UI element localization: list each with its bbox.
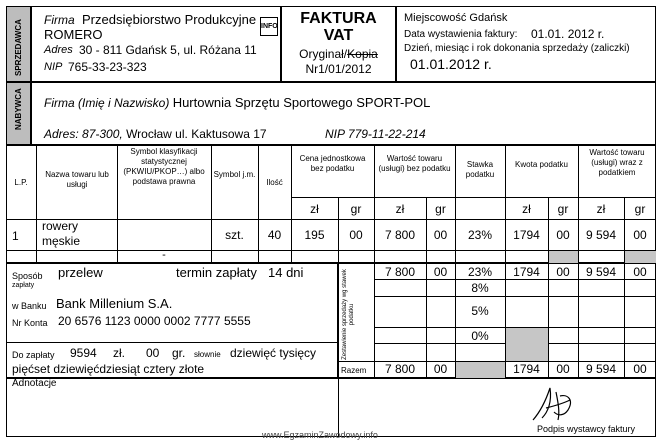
buyer-name: Hurtownia Sprzętu Sportowego SPORT-POL xyxy=(172,95,431,110)
issue-date: 01.01. 2012 r. xyxy=(531,27,605,41)
sum-5-rate: 5% xyxy=(471,304,489,318)
place: Miejscowość Gdańsk xyxy=(404,12,508,24)
row-name-line1: rowery xyxy=(42,219,79,233)
sum-total-net-zl: 7 800 xyxy=(384,362,416,376)
due-gr: 00 xyxy=(146,346,160,360)
seller-firma-label: Firma xyxy=(44,13,75,27)
watermark: www.EgzaminZawodowy.info xyxy=(262,430,378,440)
row-tax-zl: 1794 xyxy=(513,228,540,242)
due-zl: 9594 xyxy=(70,346,97,360)
copy-original: Oryginał/ xyxy=(299,47,348,61)
sposob-label: Sposób xyxy=(12,271,43,281)
col-header-unit: Symbol j.m. xyxy=(213,170,256,179)
sum-total-label: Razem xyxy=(341,366,367,375)
sum-23-gross-gr: 00 xyxy=(633,265,647,279)
sum-total-tax-zl: 1794 xyxy=(513,362,540,376)
sum-23-rate: 23% xyxy=(467,265,493,279)
row-net-gr: 00 xyxy=(433,228,448,242)
buyer-section-label: NABYWCA xyxy=(14,88,23,130)
term-label: termin zapłaty xyxy=(176,265,257,280)
seller-nip-label: NIP xyxy=(44,61,63,73)
seller-nip: 765-33-23-323 xyxy=(68,60,147,74)
row-price-gr: 00 xyxy=(349,228,363,242)
buyer-firma-label: Firma (Imię i Nazwisko) xyxy=(44,96,170,110)
buyer-line1 xyxy=(44,95,430,110)
due-label: Do zapłaty xyxy=(12,350,55,360)
account-label: Nr Konta xyxy=(12,318,48,328)
subheader-price-zl: zł xyxy=(310,202,319,216)
shade-row2-gross-gr xyxy=(625,251,656,263)
seller-name-line2: ROMERO xyxy=(44,27,103,42)
col-header-name: Nazwa towaru lub usługi xyxy=(45,170,109,189)
signature-scribble xyxy=(528,382,578,424)
subheader-net-gr: gr xyxy=(435,202,446,216)
amount-words-line1: dziewięć tysięcy xyxy=(230,346,317,360)
row-qty: 40 xyxy=(267,228,282,242)
row-empty-dash: - xyxy=(162,249,166,261)
sum-23-tax-zl: 1794 xyxy=(513,265,540,279)
row-gross-gr: 00 xyxy=(633,228,647,242)
col-header-gross: Wartość towaru (usługi) wraz z podatkiem xyxy=(589,148,645,177)
invoice-title: FAKTURA xyxy=(300,10,377,27)
due-zl-label: zł. xyxy=(113,346,125,360)
bank-label: w Banku xyxy=(12,301,47,311)
buyer-nip: NIP 779-11-22-214 xyxy=(325,127,426,141)
info-stamp xyxy=(260,17,278,36)
subheader-net-zl: zł xyxy=(395,202,405,216)
row-unit: szt. xyxy=(225,228,244,242)
row-net-zl: 7 800 xyxy=(384,228,416,242)
sum-total-net-gr: 00 xyxy=(433,362,448,376)
sum-8-rate: 8% xyxy=(471,281,489,295)
sum-23-gross-zl: 9 594 xyxy=(585,265,617,279)
row-rate: 23% xyxy=(467,228,493,242)
invoice-title-vat: VAT xyxy=(323,27,354,44)
sale-date: 01.01.2012 r. xyxy=(410,56,492,72)
subheader-tax-gr: gr xyxy=(557,202,569,216)
seller-address: 30 - 811 Gdańsk 5, ul. Różana 11 xyxy=(79,43,257,57)
col-header-lp: L.P. xyxy=(14,178,28,187)
subheader-gross-zl: zł xyxy=(596,202,606,216)
subheader-tax-zl: zł xyxy=(522,202,531,216)
payment-term: 14 dni xyxy=(268,265,304,280)
copy-copy: Kopia xyxy=(347,47,378,61)
sum-total-gross-zl: 9 594 xyxy=(585,362,617,376)
shade-0pct-tax xyxy=(506,328,548,361)
row-price-zl: 195 xyxy=(304,228,325,242)
buyer-adres-label: Adres: 87-300, xyxy=(44,127,123,141)
col-header-qty: Ilość xyxy=(266,178,283,187)
notes-label: Adnotacje xyxy=(12,378,57,389)
account-number: 20 6576 1123 0000 0002 7777 5555 xyxy=(58,314,251,328)
invoice-number: Nr1/01/2012 xyxy=(305,62,372,76)
amount-words-line2: pięćset dziewięćdziesiąt cztery złote xyxy=(12,362,205,376)
row-name-line2: męskie xyxy=(42,234,81,248)
seller-section-label: SPRZEDAWCA xyxy=(14,19,23,76)
subheader-price-gr: gr xyxy=(350,202,362,216)
buyer-line2 xyxy=(44,127,267,141)
col-header-rate: Stawka podatku xyxy=(465,160,495,179)
row-tax-gr: 00 xyxy=(556,228,570,242)
row-gross-zl: 9 594 xyxy=(585,228,617,242)
sum-23-tax-gr: 00 xyxy=(556,265,570,279)
slownie-label: słownie xyxy=(194,350,221,359)
seller-name-line1: Przedsiębiorstwo Produkcyjne xyxy=(82,12,257,27)
col-header-tax: Kwota podatku xyxy=(515,160,568,169)
sum-23-net-gr: 00 xyxy=(433,265,448,279)
shade-row2-tax-gr xyxy=(549,251,578,263)
seller-adres-label: Adres xyxy=(44,44,73,56)
sale-label: Dzień, miesiąc i rok dokonania sprzedaży (zaliczki) xyxy=(404,43,630,54)
sum-total-tax-gr: 00 xyxy=(556,362,570,376)
payment-method: przelew xyxy=(58,265,103,280)
row-lp: 1 xyxy=(12,229,19,243)
sum-total-gross-gr: 00 xyxy=(633,362,647,376)
signature-label: Podpis wystawcy faktury xyxy=(537,424,636,434)
buyer-address: Wrocław ul. Kaktusowa 17 xyxy=(126,127,267,141)
sum-0-rate: 0% xyxy=(471,329,489,343)
col-header-net: Wartość towaru (usługi) bez podatku xyxy=(378,154,451,173)
sum-23-net-zl: 7 800 xyxy=(384,265,416,279)
col-header-pkwiu: Symbol klasyfikacji statystycznej (PKWIU/PKOP…) albo podstawa prawna xyxy=(123,147,205,186)
info-stamp-text: INFO xyxy=(261,23,278,30)
copy-type xyxy=(281,47,396,61)
col-header-price: Cena jednostkowa bez podatku xyxy=(299,154,366,173)
issue-label: Data wystawienia faktury: xyxy=(404,29,518,40)
subheader-gross-gr: gr xyxy=(634,202,646,216)
shade-total-rate xyxy=(456,362,505,378)
summary-vertical-label: Zestawienie sprzedaży wg stawek podatku xyxy=(342,269,355,360)
zaplaty-label: zapłaty xyxy=(12,282,35,289)
due-gr-label: gr. xyxy=(172,346,186,360)
bank-name: Bank Millenium S.A. xyxy=(56,296,173,311)
